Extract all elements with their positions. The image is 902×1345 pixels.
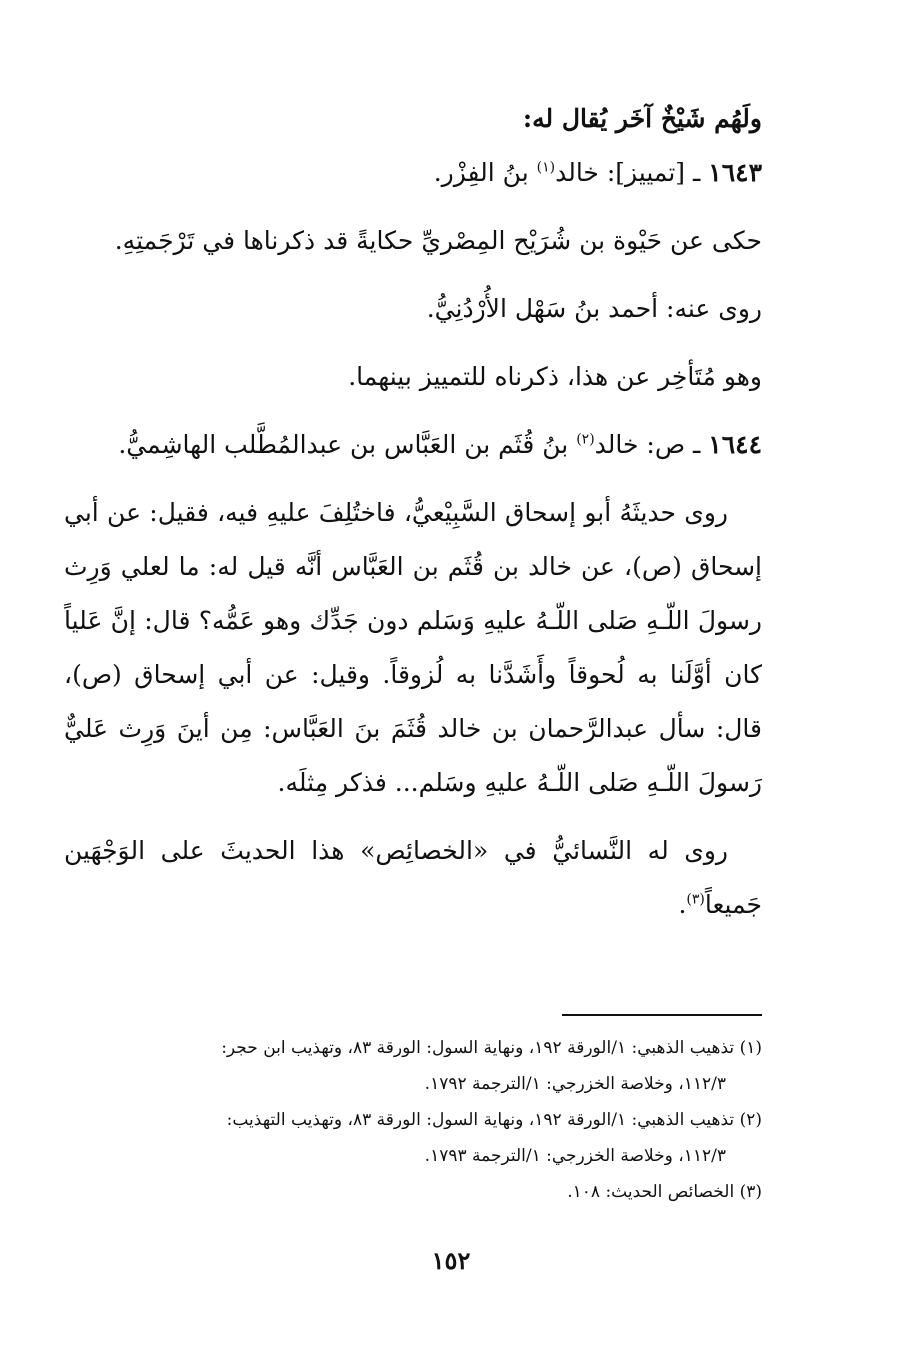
footnote-line: ١١٢/٣، وخلاصة الخزرجي: ١/الترجمة ١٧٩٢.: [424, 1074, 726, 1094]
main-text: [64, 92, 762, 932]
paragraph: حكى عن حَيْوة بن شُرَيْح المِصْريِّ حكايةً قد ذكرناها في تَرْجَمتِهِ.: [114, 226, 762, 255]
paragraph-last: [64, 824, 762, 932]
page-number: ١٥٢: [431, 1246, 471, 1275]
entry-text-b: بنُ قُثَم بن العَبَّاس بن عبدالمُطَّلب الهاشِميُّ.: [118, 430, 577, 459]
entry-1644: [64, 418, 762, 472]
footnote-marker: (١): [739, 1038, 762, 1058]
entry-text-a: [تمييز]: خالد: [555, 158, 686, 187]
paragraph: وهو مُتَأخِر عن هذا، ذكرناه للتمييز بينهما.: [348, 362, 762, 391]
footnotes: [64, 1030, 762, 1210]
entry-text-b: بنُ الفِزْر.: [433, 158, 537, 187]
entry-text-a: ص: خالد: [594, 430, 686, 459]
footnote-item: [64, 1102, 762, 1174]
footnote-line: الخصائص الحديث: ١٠٨.: [567, 1182, 735, 1202]
paragraph-end: .: [678, 890, 687, 919]
footnote-item: [64, 1030, 762, 1102]
entry-number: ١٦٤٤: [708, 430, 762, 459]
entry-1643: [64, 146, 762, 200]
paragraph: روى حديثَهُ أبو إسحاق السَّبِيْعيُّ، فاختُلِفَ عليهِ فيه، فقيل: عن أبي إسحاق (ص)، عن خالد بن قُثَم بن العَبَّاس أنَّه قيل له: ما لعلي وَرِث رسولَ اللّـهِ صَلى اللّـهُ عليهِ وَسَلم دون جَدِّك وهو عَمُّه؟ قال: إنَّ عَلياً كان أوَّلَنا به لُحوقاً وأَشَدَّنا به لُزوقاً. وقيل: عن أبي إسحاق (ص)، قال: سأل عبدالرَّحمان بن خالد قُثَمَ بنَ العَبَّاس: مِن أينَ وَرِث عَليٌّ رَسولَ اللّـهِ صَلى اللّـهُ عليهِ وسَلم... فذكر مِثلَه.: [64, 498, 762, 797]
footnote-ref-1: (١): [536, 159, 556, 176]
footnote-item: [64, 1174, 762, 1210]
paragraph: روى عنه: أحمد بنُ سَهْل الأُرْدُنِيُّ.: [426, 294, 762, 323]
footnote-ref-2: (٢): [576, 431, 595, 448]
footnote-divider: [562, 1014, 762, 1016]
entry-number: ١٦٤٣: [708, 158, 762, 187]
entry-dash: ـ: [685, 430, 709, 459]
entry-dash: ـ: [685, 158, 709, 187]
footnote-marker: (٣): [739, 1182, 762, 1202]
footnote-marker: (٢): [739, 1110, 762, 1130]
footnote-line: تذهيب الذهبي: ١/الورقة ١٩٢، ونهاية السول: الورقة ٨٣، وتهذيب ابن حجر:: [221, 1038, 735, 1058]
footnote-line: تذهيب الذهبي: ١/الورقة ١٩٢، ونهاية السول: الورقة ٨٣، وتهذيب التهذيب:: [226, 1110, 735, 1130]
footnote-ref-3: (٣): [686, 891, 705, 908]
section-heading: ولَهُم شَيْخٌ آخَر يُقال له:: [522, 104, 762, 133]
footnote-line: ١١٢/٣، وخلاصة الخزرجي: ١/الترجمة ١٧٩٣.: [424, 1146, 726, 1166]
paragraph-text: روى له النَّسائيُّ في «الخصائِص» هذا الحديثَ على الوَجْهَين جَميعاً: [64, 836, 762, 919]
